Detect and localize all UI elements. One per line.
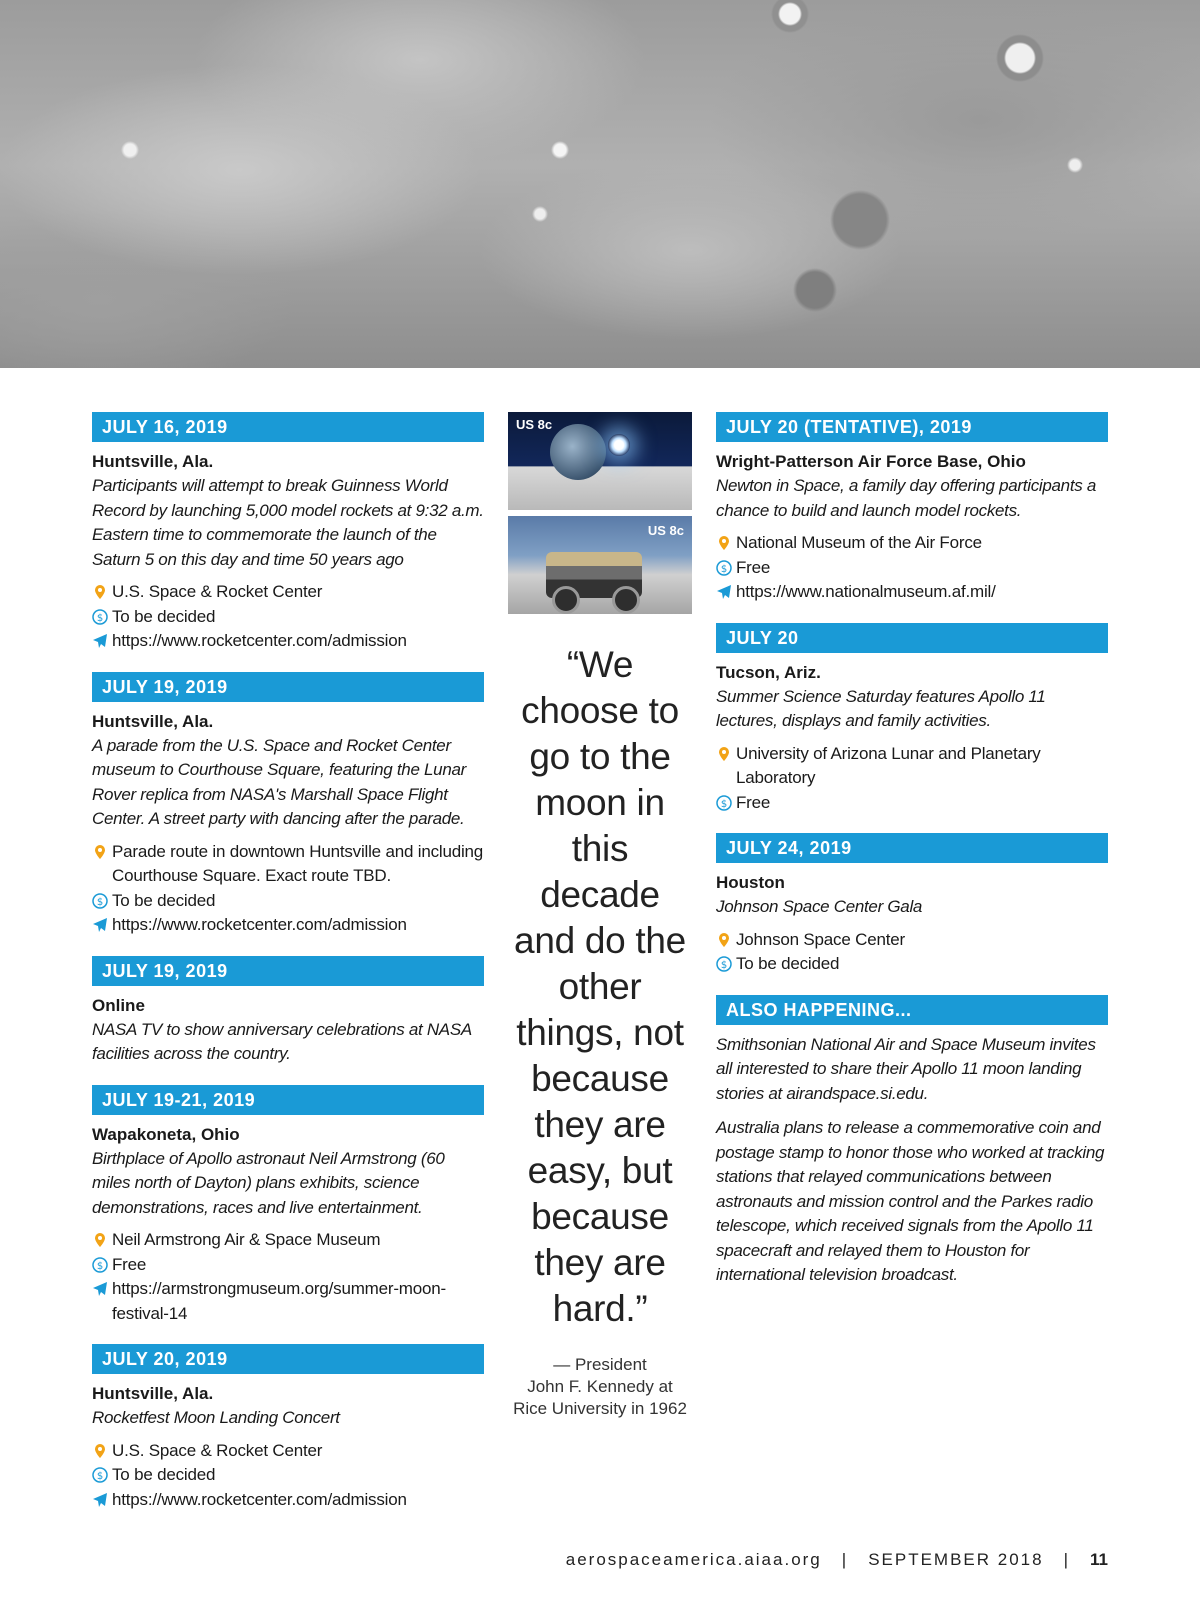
event-july-24 <box>716 833 1108 977</box>
events-left-column <box>92 412 484 1530</box>
event-description: Newton in Space, a family day offering participants a chance to build and launch model rockets. <box>716 476 1097 520</box>
page-footer <box>566 1550 1108 1570</box>
stamp-value: US 8c <box>647 523 684 538</box>
cost-row <box>716 791 1108 816</box>
cost-row <box>92 1253 484 1278</box>
event-date: JULY 19-21, 2019 <box>92 1085 484 1115</box>
also-paragraph: Australia plans to release a commemorative coin and postage stamp to honor those who worked at tracking stations that relayed communications between astronauts and mission control and the Parkes radio telescope, which received signals from the Apollo 11 spacecraft and relayed them to Houston for international television broadcast. <box>716 1118 1105 1284</box>
event-location: Huntsville, Ala. <box>92 452 214 471</box>
rover-wheel <box>552 586 580 614</box>
event-description: Rocketfest Moon Landing Concert <box>92 1408 340 1427</box>
dollar-coin-icon <box>716 795 732 811</box>
cost-row <box>716 556 1108 581</box>
venue-row <box>92 580 484 605</box>
paper-plane-icon <box>92 917 108 933</box>
stamp-value: US 8c <box>516 417 553 432</box>
map-pin-icon <box>92 1232 108 1248</box>
cost-text: To be decided <box>736 954 840 973</box>
section-heading: ALSO HAPPENING... <box>716 995 1108 1025</box>
svg-text:$: $ <box>96 1471 104 1482</box>
link-row <box>92 629 484 654</box>
rover-wheel <box>612 586 640 614</box>
svg-text:$: $ <box>96 612 104 624</box>
venue-row <box>716 742 1108 791</box>
cost-row <box>716 952 1108 977</box>
event-description: NASA TV to show anniversary celebrations at NASA facilities across the country. <box>92 1019 472 1063</box>
event-july-19-21 <box>92 1085 484 1327</box>
venue-row <box>716 531 1108 556</box>
event-link[interactable]: https://www.rocketcenter.com/admission <box>112 915 407 934</box>
svg-text:$: $ <box>96 1260 104 1272</box>
paper-plane-icon <box>716 584 732 600</box>
kennedy-quote: “We choose to go to the moon in this decade and do the other things, not because they are easy, but because they are hard.” <box>514 644 686 1329</box>
event-link[interactable]: https://www.nationalmuseum.af.mil/ <box>736 582 996 601</box>
footer-site[interactable]: aerospaceamerica.aiaa.org <box>565 1550 822 1569</box>
link-row <box>92 1488 484 1513</box>
event-july-19-online <box>92 956 484 1067</box>
event-location: Wright-Patterson Air Force Base, Ohio <box>716 452 1026 471</box>
event-july-20-tentative <box>716 412 1108 605</box>
dollar-coin-icon <box>92 1467 108 1483</box>
paper-plane-icon <box>92 1281 108 1297</box>
venue-text: U.S. Space & Rocket Center <box>112 582 323 601</box>
attribution-line: John F. Kennedy at <box>527 1377 673 1396</box>
moon-surface-photo <box>0 0 1200 368</box>
attribution-line: Rice University in 1962 <box>513 1399 687 1418</box>
venue-text: Parade route in downtown Huntsville and including Courthouse Square. Exact route TBD. <box>112 841 484 885</box>
cost-row <box>92 605 484 630</box>
dollar-coin-icon <box>92 893 108 909</box>
cost-text: To be decided <box>112 606 216 626</box>
dollar-coin-icon <box>716 956 732 972</box>
map-pin-icon <box>716 535 732 551</box>
cost-text: Free <box>112 1254 147 1274</box>
venue-text: Neil Armstrong Air & Space Museum <box>112 1230 381 1249</box>
event-date: JULY 19, 2019 <box>92 672 484 702</box>
event-date: JULY 20 (TENTATIVE), 2019 <box>716 412 1108 442</box>
event-date: JULY 24, 2019 <box>716 833 1108 863</box>
event-location: Huntsville, Ala. <box>92 1384 214 1403</box>
event-link[interactable]: https://www.rocketcenter.com/admission <box>112 631 407 650</box>
event-description: Summer Science Saturday features Apollo 11 lectures, displays and family activities. <box>716 686 1046 730</box>
paper-plane-icon <box>92 633 108 649</box>
venue-row <box>92 1439 484 1464</box>
paper-plane-icon <box>92 1492 108 1508</box>
map-pin-icon <box>92 844 108 860</box>
cost-text: To be decided <box>112 1465 216 1484</box>
earth-illustration <box>550 424 606 480</box>
event-link[interactable]: https://www.rocketcenter.com/admission <box>112 1489 407 1509</box>
map-pin-icon <box>92 584 108 600</box>
venue-row <box>92 1228 484 1253</box>
cost-row <box>92 889 484 914</box>
venue-text: Johnson Space Center <box>736 929 905 949</box>
event-description: Participants will attempt to break Guinness World Record by launching 5,000 model rockets at 9:32 a.m. Eastern time to commemorate the launch of the Saturn 5 on this day and time 50 years ago <box>92 476 484 569</box>
sun-illustration <box>608 434 630 456</box>
footer-separator: | <box>841 1550 849 1569</box>
event-july-20-tucson <box>716 623 1108 816</box>
cost-row <box>92 1463 484 1488</box>
event-description: Johnson Space Center Gala <box>716 897 923 916</box>
map-pin-icon <box>716 932 732 948</box>
footer-issue: SEPTEMBER 2018 <box>868 1550 1044 1569</box>
events-right-column <box>716 412 1108 1306</box>
apollo-stamp-earth <box>508 412 692 510</box>
quote-column <box>508 412 692 1420</box>
event-location: Wapakoneta, Ohio <box>92 1124 240 1144</box>
link-row <box>92 913 484 938</box>
link-row <box>716 580 1108 605</box>
attribution-line: — President <box>553 1355 647 1374</box>
event-july-16 <box>92 412 484 654</box>
event-july-19-parade <box>92 672 484 938</box>
venue-row <box>716 928 1108 953</box>
apollo-stamp-rover <box>508 516 692 614</box>
dollar-coin-icon <box>92 609 108 625</box>
footer-separator: | <box>1063 1550 1071 1569</box>
event-date: JULY 20 <box>716 623 1108 653</box>
page-number: 11 <box>1090 1550 1108 1569</box>
event-description: A parade from the U.S. Space and Rocket Center museum to Courthouse Square, featuring the Lunar Rover replica from NASA's Marshall Space Flight Center. A street party with dancing after the parade. <box>92 735 467 828</box>
event-date: JULY 19, 2019 <box>92 956 484 986</box>
cost-text: To be decided <box>112 890 216 910</box>
svg-text:$: $ <box>96 896 104 908</box>
event-location: Tucson, Ariz. <box>716 662 821 682</box>
dollar-coin-icon <box>716 560 732 576</box>
map-pin-icon <box>92 1443 108 1459</box>
venue-row <box>92 840 484 889</box>
svg-text:$: $ <box>720 960 728 971</box>
event-july-20-concert <box>92 1344 484 1512</box>
event-location: Houston <box>716 873 785 892</box>
cost-text: Free <box>736 792 771 812</box>
also-happening-section <box>716 995 1108 1288</box>
event-location: Online <box>92 995 145 1015</box>
venue-text: National Museum of the Air Force <box>736 533 982 552</box>
event-description: Birthplace of Apollo astronaut Neil Armstrong (60 miles north of Dayton) plans exhibits, science demonstrations, races and live entertainment. <box>92 1148 445 1217</box>
event-date: JULY 20, 2019 <box>92 1344 484 1374</box>
event-link[interactable]: https://armstrongmuseum.org/summer-moon-festival-14 <box>112 1279 446 1323</box>
venue-text: University of Arizona Lunar and Planetary Laboratory <box>736 743 1041 787</box>
svg-text:$: $ <box>720 563 728 575</box>
event-date: JULY 16, 2019 <box>92 412 484 442</box>
svg-text:$: $ <box>720 798 728 810</box>
venue-text: U.S. Space & Rocket Center <box>112 1440 323 1460</box>
quote-attribution <box>508 1354 692 1420</box>
link-row <box>92 1277 484 1326</box>
dollar-coin-icon <box>92 1257 108 1273</box>
cost-text: Free <box>736 557 771 577</box>
also-paragraph: Smithsonian National Air and Space Museum invites all interested to share their Apollo 11 moon landing stories at airandspace.si.edu. <box>716 1034 1096 1103</box>
map-pin-icon <box>716 746 732 762</box>
event-location: Huntsville, Ala. <box>92 711 214 731</box>
